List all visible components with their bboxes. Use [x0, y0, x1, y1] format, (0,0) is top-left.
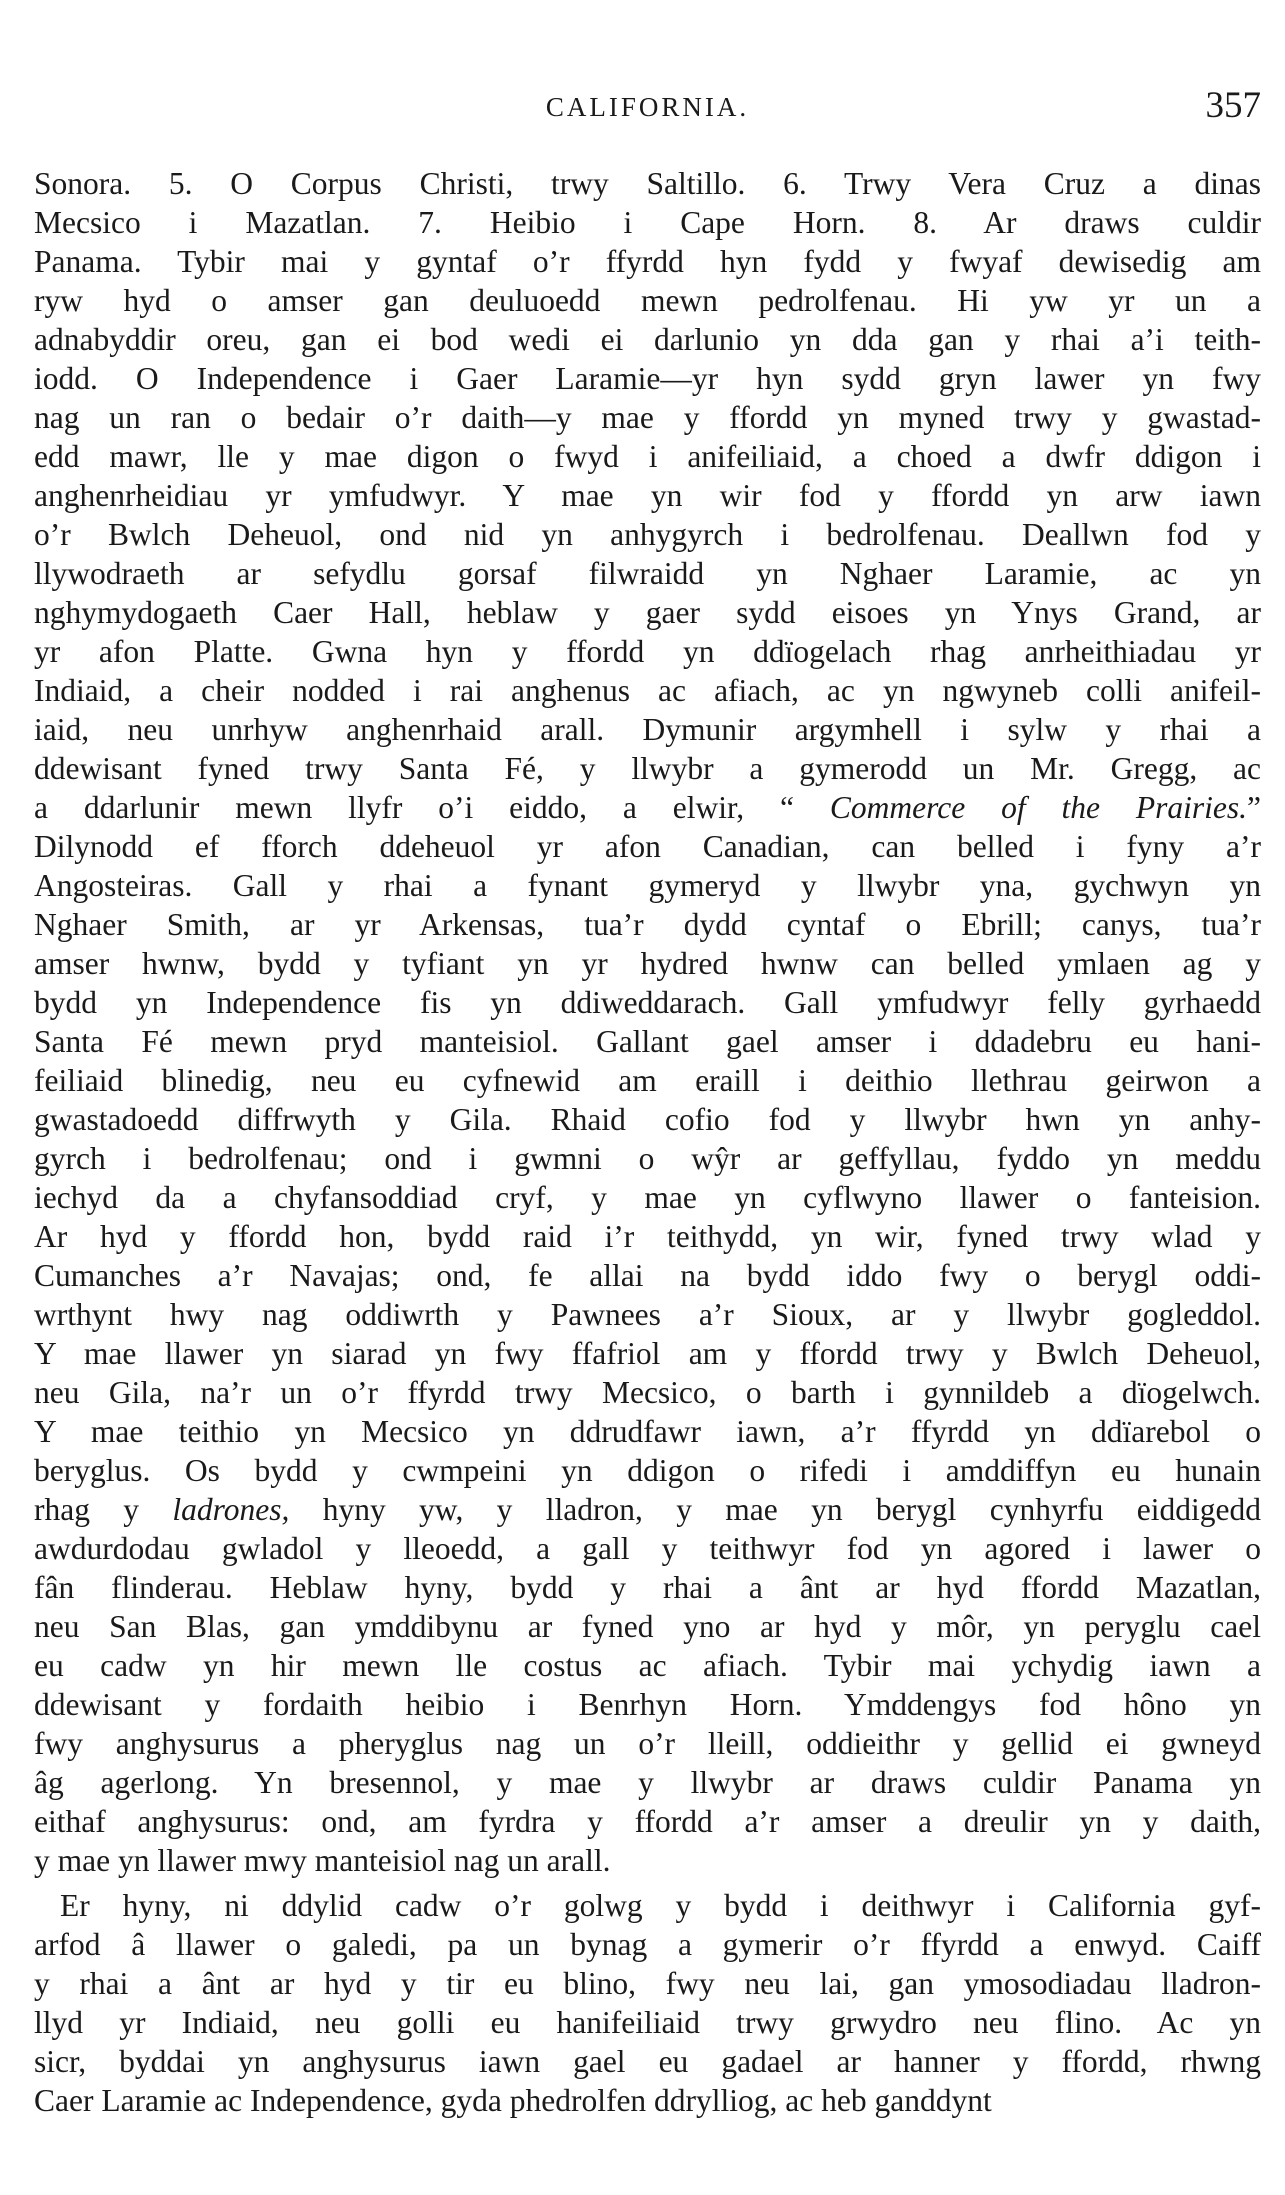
text-line: feiliaid blinedig, neu eu cyfnewid am eraill i deithio llethrau geirwon a [34, 1063, 1261, 1098]
text-line: anghenrheidiau yr ymfudwyr. Y mae yn wir fod y ffordd yn arw iawn [34, 478, 1261, 513]
text-line: sicr, byddai yn anghysurus iawn gael eu gadael ar hanner y ffordd, rhwng [34, 2044, 1261, 2079]
text-line: nag un ran o bedair o’r daith—y mae y ffordd yn myned trwy y gwastad- [34, 400, 1261, 435]
text-line: gyrch i bedrolfenau; ond i gwmni o wŷr ar geffyllau, fyddo yn meddu [34, 1141, 1261, 1176]
text-line: wrthynt hwy nag oddiwrth y Pawnees a’r Sioux, ar y llwybr gogleddol. [34, 1297, 1261, 1332]
text-line: eithaf anghysurus: ond, am fyrdra y ffordd a’r amser a dreulir yn y daith, [34, 1804, 1261, 1839]
text-line: Ar hyd y ffordd hon, bydd raid i’r teithydd, yn wir, fyned trwy wlad y [34, 1219, 1261, 1254]
text-line: awdurdodau gwladol y lleoedd, a gall y teithwyr fod yn agored i lawer o [34, 1531, 1261, 1566]
body-text [34, 164, 1261, 2120]
text-line: Indiaid, a cheir nodded i rai anghenus ac afiach, ac yn ngwyneb colli anifeil- [34, 673, 1261, 708]
text-line: rhag y ladrones, hyny yw, y lladron, y mae yn berygl cynhyrfu eiddigedd [34, 1492, 1261, 1527]
text-line: bydd yn Independence fis yn ddiweddarach. Gall ymfudwyr felly gyrhaedd [34, 985, 1261, 1020]
text-line: nghymydogaeth Caer Hall, heblaw y gaer sydd eisoes yn Ynys Grand, ar [34, 595, 1261, 630]
text-line: Caer Laramie ac Independence, gyda phedrolfen ddrylliog, ac heb ganddynt [34, 2083, 992, 2118]
text-line: Y mae llawer yn siarad yn fwy ffafriol am y ffordd trwy y Bwlch Deheuol, [34, 1336, 1261, 1371]
text-line: iechyd da a chyfansoddiad cryf, y mae yn cyflwyno llawer o fanteision. [34, 1180, 1261, 1215]
text-line: yr afon Platte. Gwna hyn y ffordd yn ddïogelach rhag anrheithiadau yr [34, 634, 1261, 669]
text-line: Santa Fé mewn pryd manteisiol. Gallant gael amser i ddadebru eu hani- [34, 1024, 1261, 1059]
text-line: fwy anghysurus a pheryglus nag un o’r lleill, oddieithr y gellid ei gwneyd [34, 1726, 1261, 1761]
text-line: edd mawr, lle y mae digon o fwyd i anifeiliaid, a choed a dwfr ddigon i [34, 439, 1261, 474]
text-line: iaid, neu unrhyw anghenrhaid arall. Dymunir argymhell i sylw y rhai a [34, 712, 1261, 747]
text-line: Nghaer Smith, ar yr Arkensas, tua’r dydd cyntaf o Ebrill; canys, tua’r [34, 907, 1261, 942]
text-line: llywodraeth ar sefydlu gorsaf filwraidd yn Nghaer Laramie, ac yn [34, 556, 1261, 591]
text-line: llyd yr Indiaid, neu golli eu hanifeiliaid trwy grwydro neu flino. Ac yn [34, 2005, 1261, 2040]
text-line: Y mae teithio yn Mecsico yn ddrudfawr iawn, a’r ffyrdd yn ddïarebol o [34, 1414, 1261, 1449]
running-head [34, 84, 1261, 134]
text-line: fân flinderau. Heblaw hyny, bydd y rhai a ânt ar hyd ffordd Mazatlan, [34, 1570, 1261, 1605]
text-line: ddewisant y fordaith heibio i Benrhyn Horn. Ymddengys fod hôno yn [34, 1687, 1261, 1722]
text-line: Sonora. 5. O Corpus Christi, trwy Saltillo. 6. Trwy Vera Cruz a dinas [34, 166, 1261, 201]
text-line: ddewisant fyned trwy Santa Fé, y llwybr a gymerodd un Mr. Gregg, ac [34, 751, 1261, 786]
text-line: a ddarlunir mewn llyfr o’i eiddo, a elwir, “ Commerce of the Prairies.” [34, 790, 1261, 825]
paragraph-1 [34, 164, 1261, 1880]
text-line: arfod â llawer o galedi, pa un bynag a gymerir o’r ffyrdd a enwyd. Caiff [34, 1927, 1261, 1962]
text-line: adnabyddir oreu, gan ei bod wedi ei darlunio yn dda gan y rhai a’i teith- [34, 322, 1261, 357]
text-line: y mae yn llawer mwy manteisiol nag un arall. [34, 1843, 611, 1878]
text-line: beryglus. Os bydd y cwmpeini yn ddigon o rifedi i amddiffyn eu hunain [34, 1453, 1261, 1488]
text-line: ryw hyd o amser gan deuluoedd mewn pedrolfenau. Hi yw yr un a [34, 283, 1261, 318]
text-line: Panama. Tybir mai y gyntaf o’r ffyrdd hyn fydd y fwyaf dewisedig am [34, 244, 1261, 279]
text-line: Dilynodd ef fforch ddeheuol yr afon Canadian, can belled i fyny a’r [34, 829, 1261, 864]
text-line: Mecsico i Mazatlan. 7. Heibio i Cape Horn. 8. Ar draws culdir [34, 205, 1261, 240]
running-title: CALIFORNIA. [545, 92, 750, 122]
text-line: âg agerlong. Yn bresennol, y mae y llwybr ar draws culdir Panama yn [34, 1765, 1261, 1800]
text-line: y rhai a ânt ar hyd y tir eu blino, fwy neu lai, gan ymosodiadau lladron- [34, 1966, 1261, 2001]
text-line: amser hwnw, bydd y tyfiant yn yr hydred hwnw can belled ymlaen ag y [34, 946, 1261, 981]
text-line: Angosteiras. Gall y rhai a fynant gymeryd y llwybr yna, gychwyn yn [34, 868, 1261, 903]
text-line: iodd. O Independence i Gaer Laramie—yr hyn sydd gryn lawer yn fwy [34, 361, 1261, 396]
text-line: neu San Blas, gan ymddibynu ar fyned yno ar hyd y môr, yn peryglu cael [34, 1609, 1261, 1644]
text-line: neu Gila, na’r un o’r ffyrdd trwy Mecsico, o barth i gynnildeb a dïogelwch. [34, 1375, 1261, 1410]
text-line: o’r Bwlch Deheuol, ond nid yn anhygyrch i bedrolfenau. Deallwn fod y [34, 517, 1261, 552]
paragraph-2 [34, 1886, 1261, 2120]
page-number: 357 [1205, 85, 1261, 126]
text-line: Cumanches a’r Navajas; ond, fe allai na bydd iddo fwy o berygl oddi- [34, 1258, 1261, 1293]
text-line: gwastadoedd diffrwyth y Gila. Rhaid cofio fod y llwybr hwn yn anhy- [34, 1102, 1261, 1137]
text-line: eu cadw yn hir mewn lle costus ac afiach. Tybir mai ychydig iawn a [34, 1648, 1261, 1683]
text-line: Er hyny, ni ddylid cadw o’r golwg y bydd i deithwyr i California gyf- [60, 1888, 1261, 1923]
